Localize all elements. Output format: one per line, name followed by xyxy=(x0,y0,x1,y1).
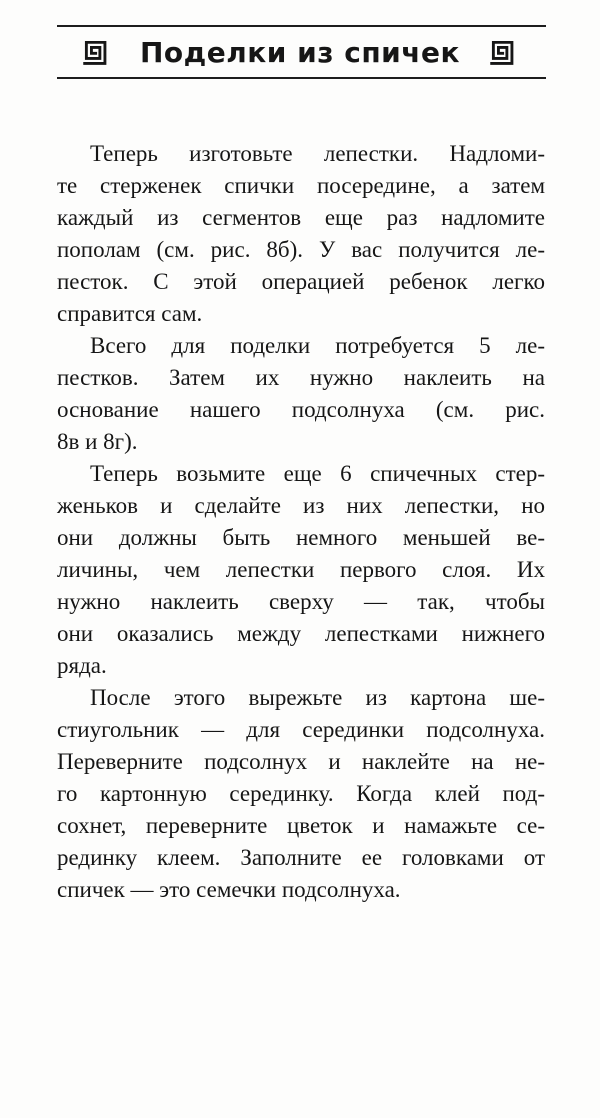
text-line: пестков. Затем их нужно наклеить на xyxy=(57,365,545,390)
text-line: справится сам. xyxy=(57,301,203,326)
text-line: те стерженек спички посередине, а затем xyxy=(57,173,545,198)
text-line: женьков и сделайте из них лепестки, но xyxy=(57,493,545,518)
text-line: рединку клеем. Заполните ее головками от xyxy=(57,845,545,870)
text-line: нужно наклеить сверху — так, чтобы xyxy=(57,589,545,614)
text-line: пополам (см. рис. 8б). У вас получится ле- xyxy=(57,237,545,262)
chapter-title: Поделки из спичек xyxy=(139,35,461,69)
chapter-header xyxy=(0,27,600,77)
text-line: Переверните подсолнух и наклейте на не- xyxy=(57,749,545,774)
text-line: сохнет, переверните цветок и намажьте се- xyxy=(57,813,545,838)
paragraph xyxy=(57,138,545,330)
text-line: основание нашего подсолнуха (см. рис. xyxy=(57,397,545,422)
text-line: го картонную серединку. Когда клей под- xyxy=(57,781,545,806)
greek-key-ornament-icon xyxy=(490,38,517,67)
text-line: песток. С этой операцией ребенок легко xyxy=(57,269,545,294)
paragraph xyxy=(57,330,545,458)
text-line: 8в и 8г). xyxy=(57,429,138,454)
text-line: они должны быть немного меньшей ве- xyxy=(57,525,545,550)
paragraph xyxy=(57,682,545,906)
text-line: Теперь изготовьте лепестки. Надломи- xyxy=(90,141,545,166)
text-line: спичек — это семечки подсолнуха. xyxy=(57,877,401,902)
greek-key-ornament-icon xyxy=(83,38,110,67)
text-line: каждый из сегментов еще раз надломите xyxy=(57,205,545,230)
text-line: Всего для поделки потребуется 5 ле- xyxy=(90,333,545,358)
text-line: личины, чем лепестки первого слоя. Их xyxy=(57,557,545,582)
body-text xyxy=(57,138,545,906)
paragraph xyxy=(57,458,545,682)
text-line: они оказались между лепестками нижнего xyxy=(57,621,545,646)
header-rule-bottom xyxy=(57,77,546,79)
text-line: ряда. xyxy=(57,653,107,678)
text-line: После этого вырежьте из картона ше- xyxy=(90,685,545,710)
book-page xyxy=(0,25,600,1118)
text-line: Теперь возьмите еще 6 спичечных стер- xyxy=(90,461,545,486)
text-line: стиугольник — для серединки подсолнуха. xyxy=(57,717,545,742)
